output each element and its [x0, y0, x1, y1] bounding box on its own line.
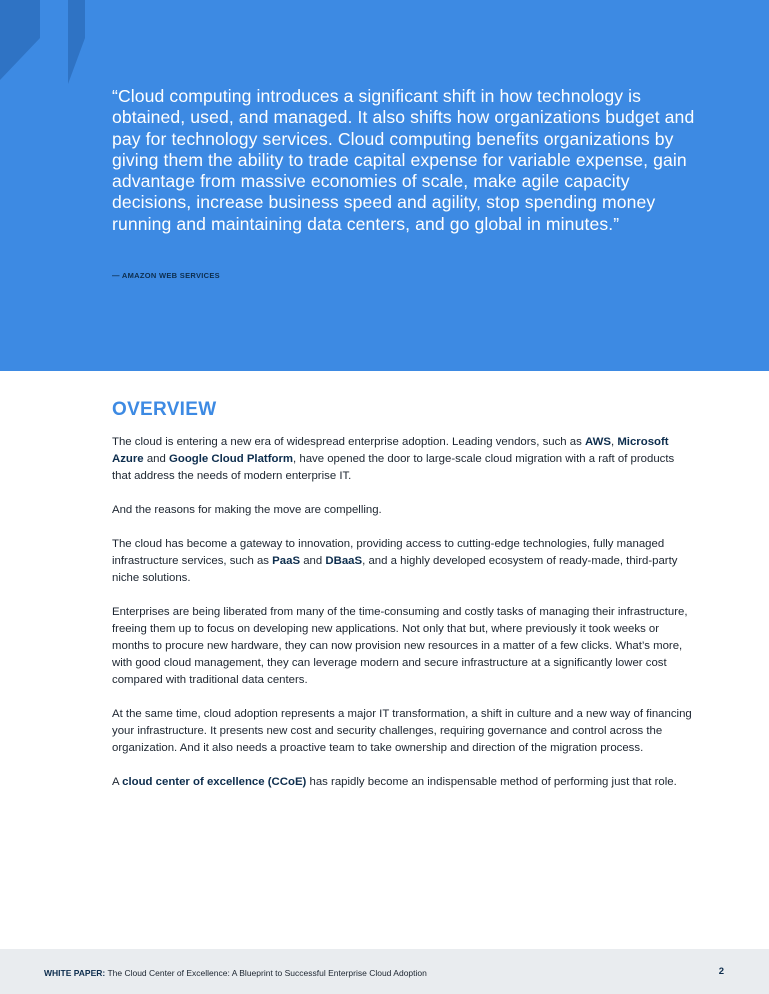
page-number: 2	[718, 966, 724, 977]
overview-paragraph-6	[112, 774, 692, 791]
overview-paragraph-5: At the same time, cloud adoption represents a major IT transformation, a shift in culture and a new way of financing your infrastructure. It presents new cost and security challenges, requiring governance and control across the organization. And it also needs a proactive team to take ownership and direction of the migration process.	[112, 708, 692, 754]
page-footer	[0, 949, 769, 994]
overview-heading: OVERVIEW	[112, 399, 217, 420]
overview-paragraph-1	[112, 434, 692, 485]
overview-paragraph-3	[112, 536, 692, 587]
highlight-ccoe: cloud center of excellence (CCoE)	[122, 776, 307, 788]
overview-body	[112, 434, 692, 808]
highlight-dbaas: DBaaS	[325, 555, 363, 567]
text-run: , and a highly developed ecosystem of ready-made, third-party niche solutions.	[112, 555, 678, 584]
footer-title: The Cloud Center of Excellence: A Blueprint to Successful Enterprise Cloud Adoption	[105, 968, 427, 978]
highlight-paas: PaaS	[272, 555, 301, 567]
text-run: has rapidly become an indispensable method of performing just that role.	[306, 776, 677, 788]
text-run: A	[112, 776, 123, 788]
text-run: The cloud is entering a new era of widespread enterprise adoption. Leading vendors, such as	[112, 436, 586, 448]
quote-attribution: — AMAZON WEB SERVICES	[112, 271, 220, 280]
footer-label: WHITE PAPER:	[44, 968, 106, 978]
quote-mark-icon	[0, 0, 100, 84]
overview-paragraph-2: And the reasons for making the move are compelling.	[112, 504, 382, 516]
highlight-aws: AWS	[585, 436, 611, 448]
overview-paragraph-4: Enterprises are being liberated from many of the time-consuming and costly tasks of managing their infrastructure, freeing them up to focus on developing new applications. Not only that but, where previously it took weeks or months to procure new hardware, they can now provision new resources in a matter of a few clicks. What’s more, with good cloud management, they can leverage modern and secure infrastructure at a significantly lower cost compared with traditional data centers.	[112, 606, 688, 686]
highlight-azure: Microsoft Azure	[112, 436, 669, 465]
text-run: The cloud has become a gateway to innovation, providing access to cutting-edge technologies, fully managed infrastructure services, such as	[112, 538, 665, 567]
text-run: ,	[610, 436, 618, 448]
footer-document-title	[44, 968, 427, 978]
quote-banner	[0, 0, 769, 371]
highlight-gcp: Google Cloud Platform	[169, 453, 294, 465]
text-run: and	[143, 453, 169, 465]
text-run: and	[300, 555, 326, 567]
quote-text: “Cloud computing introduces a significant shift in how technology is obtained, used, and managed. It also shifts how organizations budget and pay for technology services. Cloud computing benefits organizations by giving them the ability to trade capital expense for variable expense, gain advantage from massive economies of scale, make agile capacity decisions, increase business speed and agility, stop spending money running and maintaining data centers, and go global in minutes.”	[112, 86, 695, 234]
text-run: , have opened the door to large-scale cloud migration with a raft of products that address the needs of modern enterprise IT.	[112, 453, 675, 482]
